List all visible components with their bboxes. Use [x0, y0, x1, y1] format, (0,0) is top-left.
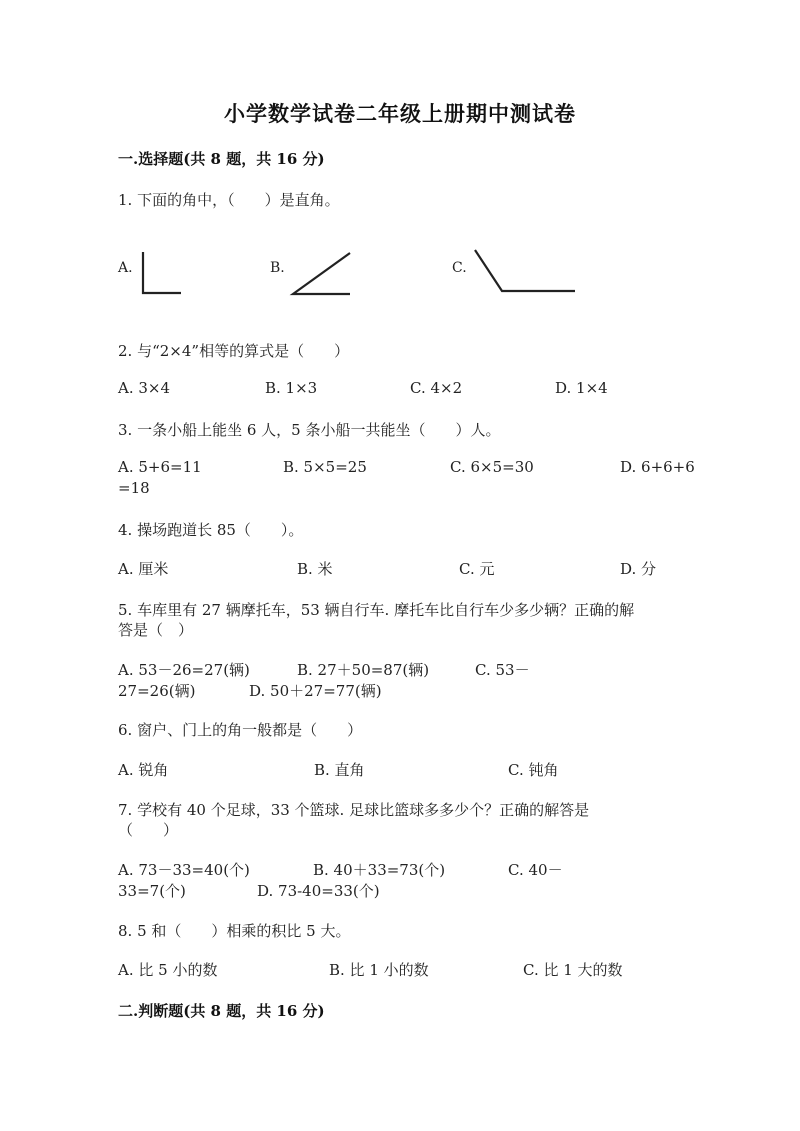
section-heading-judgment: 二.判断题(共 8 题，共 16 分): [118, 1002, 325, 1020]
q2-option-d: D. 1×4: [555, 379, 608, 397]
right-angle-icon: [140, 250, 184, 296]
question-5-continued: 答是（ ）: [118, 621, 194, 639]
obtuse-angle-icon: [472, 247, 578, 297]
figure-label-b: B.: [270, 260, 285, 276]
q3-option-d: D. 6+6+6: [620, 458, 695, 476]
q7-option-a: A. 73－33=40(个): [118, 861, 250, 879]
page-title: 小学数学试卷二年级上册期中测试卷: [224, 101, 576, 126]
q5-option-a: A. 53－26=27(辆): [118, 661, 250, 679]
q5-option-d: D. 50＋27=77(辆): [249, 682, 382, 700]
question-3: 3. 一条小船上能坐 6 人，5 条小船一共能坐（ ）人。: [118, 421, 501, 439]
question-6: 6. 窗户、门上的角一般都是（ ）: [118, 721, 363, 739]
question-4: 4. 操场跑道长 85（ ）。: [118, 521, 304, 539]
q3-option-d-continued: =18: [118, 479, 150, 497]
q4-option-a: A. 厘米: [118, 560, 169, 578]
q7-option-c: C. 40－: [508, 861, 563, 879]
question-2: 2. 与“2×4”相等的算式是（ ）: [118, 342, 350, 360]
q5-option-c-continued: 27=26(辆): [118, 682, 196, 700]
q6-option-b: B. 直角: [314, 761, 365, 779]
question-8: 8. 5 和（ ）相乘的积比 5 大。: [118, 922, 351, 940]
q3-option-c: C. 6×5=30: [450, 458, 534, 476]
q5-option-b: B. 27＋50=87(辆): [297, 661, 430, 679]
q2-option-b: B. 1×3: [265, 379, 318, 397]
q8-option-b: B. 比 1 小的数: [329, 961, 429, 979]
acute-angle-icon: [290, 250, 354, 298]
q4-option-b: B. 米: [297, 560, 333, 578]
q8-option-c: C. 比 1 大的数: [523, 961, 623, 979]
q7-option-c-continued: 33=7(个): [118, 882, 186, 900]
q8-option-a: A. 比 5 小的数: [118, 961, 218, 979]
q7-option-b: B. 40＋33=73(个): [313, 861, 446, 879]
question-1: 1. 下面的角中，（ ）是直角。: [118, 191, 340, 209]
q3-option-a: A. 5+6=11: [118, 458, 202, 476]
q5-option-c: C. 53－: [475, 661, 530, 679]
question-5: 5. 车库里有 27 辆摩托车，53 辆自行车. 摩托车比自行车少多少辆？正确的解: [118, 601, 635, 619]
q2-option-c: C. 4×2: [410, 379, 463, 397]
q6-option-a: A. 锐角: [118, 761, 169, 779]
q4-option-d: D. 分: [620, 560, 657, 578]
question-7: 7. 学校有 40 个足球，33 个篮球. 足球比篮球多多少个？正确的解答是: [118, 801, 590, 819]
section-heading-choice: 一.选择题(共 8 题，共 16 分): [118, 150, 325, 168]
q7-option-d: D. 73-40=33(个): [257, 882, 380, 900]
q6-option-c: C. 钝角: [508, 761, 559, 779]
q4-option-c: C. 元: [459, 560, 495, 578]
q2-option-a: A. 3×4: [118, 379, 171, 397]
q3-option-b: B. 5×5=25: [283, 458, 367, 476]
question-7-continued: （ ）: [118, 821, 179, 839]
figure-label-a: A.: [118, 260, 133, 276]
figure-label-c: C.: [452, 260, 467, 276]
